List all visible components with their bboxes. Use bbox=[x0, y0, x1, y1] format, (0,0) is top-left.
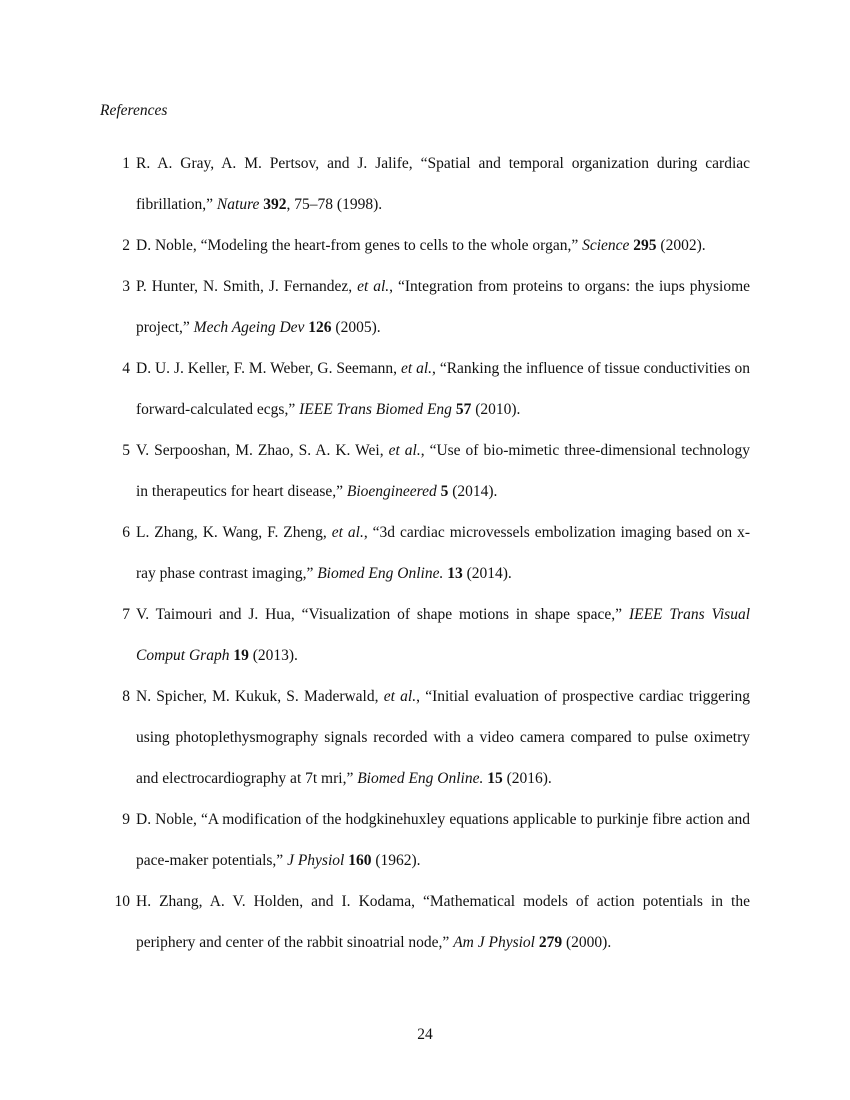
reference-item bbox=[100, 881, 750, 963]
reference-title: “Modeling the heart-from genes to cells to the whole organ,” bbox=[200, 237, 579, 254]
section-title: References bbox=[100, 102, 168, 119]
reference-authors: D. Noble, bbox=[136, 811, 197, 828]
reference-volume: 15 bbox=[487, 770, 503, 787]
reference-rest: (2013). bbox=[248, 647, 298, 664]
reference-journal: Biomed Eng Online. bbox=[317, 565, 444, 582]
reference-rest: (2005). bbox=[331, 319, 381, 336]
reference-journal: Bioengineered bbox=[346, 483, 437, 500]
reference-item bbox=[100, 225, 750, 266]
reference-item bbox=[100, 676, 750, 799]
reference-et-al: et al. bbox=[357, 278, 390, 295]
reference-volume: 5 bbox=[440, 483, 449, 500]
reference-title: “A modification of the hodgkinehuxley equations applicable to purkinje fibre action and pace-maker potentials,” bbox=[136, 811, 751, 869]
reference-title: “3d cardiac microvessels embolization imaging based on x-ray phase contrast imaging,” bbox=[136, 524, 750, 582]
reference-authors: V. Taimouri and J. Hua, bbox=[136, 606, 295, 623]
reference-et-al: et al. bbox=[383, 688, 417, 705]
reference-et-al-comma: , bbox=[416, 688, 420, 705]
reference-title: “Integration from proteins to organs: the iups physiome project,” bbox=[136, 278, 751, 336]
reference-number: 10 bbox=[114, 893, 130, 910]
reference-title: “Spatial and temporal organization during cardiac fibrillation,” bbox=[136, 155, 751, 213]
reference-title: “Use of bio-mimetic three-dimensional technology in therapeutics for heart disease,” bbox=[136, 442, 750, 500]
reference-journal: Biomed Eng Online. bbox=[357, 770, 484, 787]
reference-rest: (2014). bbox=[448, 483, 498, 500]
reference-journal: J Physiol bbox=[287, 852, 345, 869]
reference-title: “Visualization of shape motions in shape space,” bbox=[301, 606, 623, 623]
reference-volume: 392 bbox=[263, 196, 287, 213]
reference-number: 1 bbox=[122, 155, 130, 172]
reference-journal: Nature bbox=[216, 196, 260, 213]
reference-title: “Ranking the influence of tissue conductivities on forward-calculated ecgs,” bbox=[136, 360, 751, 418]
reference-journal: Am J Physiol bbox=[453, 934, 535, 951]
reference-rest: (2010). bbox=[471, 401, 521, 418]
reference-number: 3 bbox=[122, 278, 130, 295]
reference-et-al: et al. bbox=[388, 442, 421, 459]
reference-item bbox=[100, 143, 750, 225]
reference-item bbox=[100, 348, 750, 430]
reference-authors: H. Zhang, A. V. Holden, and I. Kodama, bbox=[136, 893, 415, 910]
reference-list bbox=[100, 143, 750, 963]
reference-number: 4 bbox=[122, 360, 130, 377]
reference-number: 9 bbox=[122, 811, 130, 828]
reference-number: 5 bbox=[122, 442, 130, 459]
reference-journal: IEEE Trans Biomed Eng bbox=[299, 401, 452, 418]
reference-authors: V. Serpooshan, M. Zhao, S. A. K. Wei, bbox=[136, 442, 384, 459]
reference-journal: Science bbox=[582, 237, 630, 254]
reference-volume: 279 bbox=[538, 934, 563, 951]
reference-volume: 295 bbox=[633, 237, 657, 254]
reference-et-al-comma: , bbox=[420, 442, 425, 459]
reference-volume: 160 bbox=[348, 852, 372, 869]
reference-title: “Mathematical models of action potentials in the periphery and center of the rabbit sinoatrial node,” bbox=[136, 893, 750, 951]
reference-journal: IEEE Trans Visual Comput Graph bbox=[136, 606, 751, 664]
reference-volume: 57 bbox=[455, 401, 472, 418]
reference-item bbox=[100, 799, 750, 881]
reference-rest: (2016). bbox=[502, 770, 552, 787]
reference-number: 7 bbox=[122, 606, 130, 623]
reference-item bbox=[100, 594, 750, 676]
reference-rest: (2002). bbox=[656, 237, 706, 254]
reference-volume: 126 bbox=[308, 319, 332, 336]
reference-et-al: et al. bbox=[400, 360, 433, 377]
reference-number: 8 bbox=[122, 688, 130, 705]
reference-number: 6 bbox=[122, 524, 130, 541]
reference-rest: , 75–78 (1998). bbox=[286, 196, 383, 213]
reference-authors: D. U. J. Keller, F. M. Weber, G. Seemann, bbox=[136, 360, 398, 377]
reference-rest: (2014). bbox=[462, 565, 512, 582]
reference-volume: 19 bbox=[233, 647, 249, 664]
reference-item bbox=[100, 266, 750, 348]
reference-et-al: et al. bbox=[331, 524, 364, 541]
reference-number: 2 bbox=[122, 237, 130, 254]
reference-authors: L. Zhang, K. Wang, F. Zheng, bbox=[136, 524, 327, 541]
reference-item bbox=[100, 512, 750, 594]
reference-authors: N. Spicher, M. Kukuk, S. Maderwald, bbox=[136, 688, 379, 705]
reference-rest: (2000). bbox=[562, 934, 612, 951]
reference-et-al-comma: , bbox=[389, 278, 394, 295]
reference-et-al-comma: , bbox=[432, 360, 436, 377]
reference-title: “Initial evaluation of prospective cardiac triggering using photoplethysmography signals recorded with a video camera compared to pulse oximetry and electrocardiography at 7t mri,” bbox=[136, 688, 751, 787]
reference-et-al-comma: , bbox=[363, 524, 368, 541]
reference-authors: D. Noble, bbox=[136, 237, 197, 254]
page-number: 24 bbox=[417, 1026, 433, 1043]
reference-authors: P. Hunter, N. Smith, J. Fernandez, bbox=[136, 278, 353, 295]
reference-journal: Mech Ageing Dev bbox=[193, 319, 305, 336]
reference-item bbox=[100, 430, 750, 512]
reference-authors: R. A. Gray, A. M. Pertsov, and J. Jalife, bbox=[136, 155, 413, 172]
reference-rest: (1962). bbox=[371, 852, 421, 869]
reference-volume: 13 bbox=[447, 565, 463, 582]
